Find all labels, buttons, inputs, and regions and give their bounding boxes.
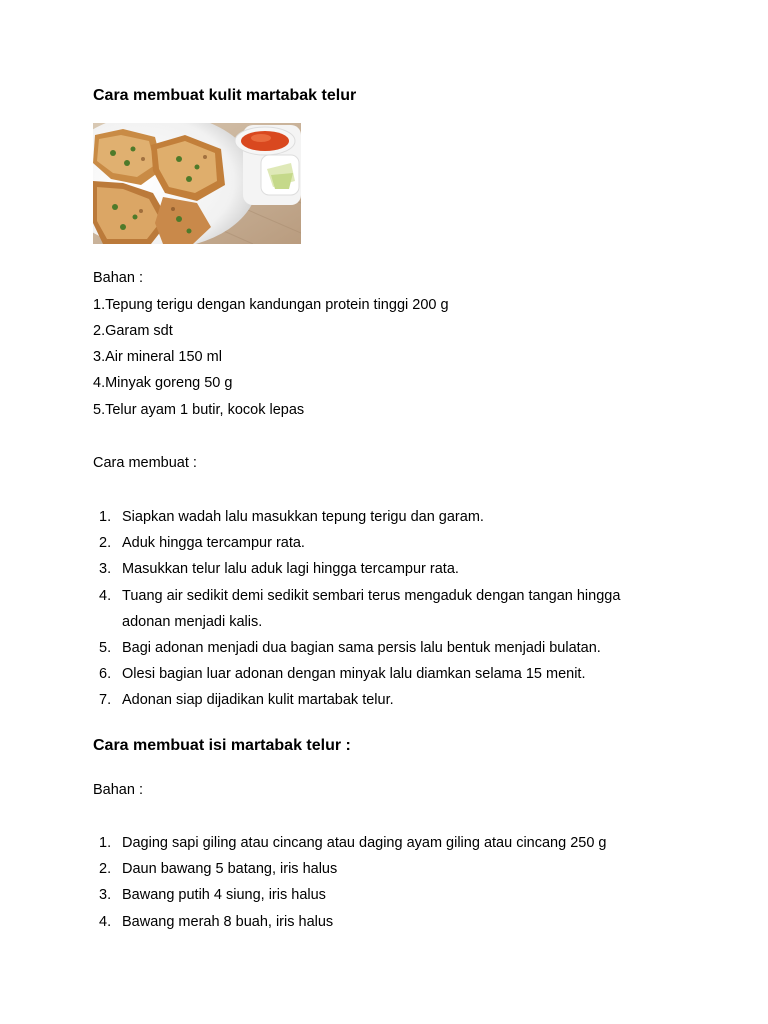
list-item xyxy=(93,687,620,713)
list-number: 3. xyxy=(99,561,112,578)
list-number: 3. xyxy=(99,887,112,904)
ingredients-list-isi xyxy=(93,830,606,935)
martabak-photo xyxy=(93,123,301,244)
ingredient-kulit-2: 2.Garam sdt xyxy=(93,323,173,339)
step-text-continued: adonan menjadi kalis. xyxy=(122,613,263,630)
list-item xyxy=(93,530,620,556)
list-item xyxy=(93,583,620,635)
list-number: 1. xyxy=(99,835,112,851)
ingredient-text: Bawang putih 4 siung, iris halus xyxy=(122,887,326,904)
list-number: 4. xyxy=(99,913,112,930)
list-item xyxy=(93,504,620,530)
list-item xyxy=(93,909,606,935)
list-item xyxy=(93,856,606,882)
list-number: 2. xyxy=(99,861,112,878)
ingredient-text: Daging sapi giling atau cincang atau daging ayam giling atau cincang 250 g xyxy=(122,835,607,851)
list-number: 1. xyxy=(99,509,112,525)
bahan-label-isi: Bahan : xyxy=(93,782,143,798)
list-number: 4. xyxy=(99,587,112,604)
cara-membuat-label: Cara membuat : xyxy=(93,455,197,471)
step-text: Olesi bagian luar adonan dengan minyak lalu diamkan selama 15 menit. xyxy=(122,666,586,683)
step-text: Bagi adonan menjadi dua bagian sama persis lalu bentuk menjadi bulatan. xyxy=(122,640,601,657)
list-item xyxy=(93,556,620,582)
step-text: Masukkan telur lalu aduk lagi hingga tercampur rata. xyxy=(122,561,459,578)
ingredient-kulit-3: 3.Air mineral 150 ml xyxy=(93,349,222,365)
list-number: 6. xyxy=(99,666,112,683)
steps-list-kulit xyxy=(93,504,620,714)
step-text: Siapkan wadah lalu masukkan tepung terigu dan garam. xyxy=(122,509,484,525)
section-title-isi: Cara membuat isi martabak telur : xyxy=(93,737,351,754)
list-number: 2. xyxy=(99,535,112,552)
list-item xyxy=(93,661,620,687)
step-text: Adonan siap dijadikan kulit martabak telur. xyxy=(122,692,394,709)
ingredient-kulit-5: 5.Telur ayam 1 butir, kocok lepas xyxy=(93,402,305,418)
list-item xyxy=(93,830,606,856)
section-title-kulit: Cara membuat kulit martabak telur xyxy=(93,87,357,104)
list-item xyxy=(93,882,606,908)
ingredient-text: Bawang merah 8 buah, iris halus xyxy=(122,913,334,930)
list-number: 5. xyxy=(99,640,112,657)
step-text: Tuang air sedikit demi sedikit sembari terus mengaduk dengan tangan hingga xyxy=(122,587,621,604)
ingredient-kulit-4: 4.Minyak goreng 50 g xyxy=(93,375,233,391)
ingredient-text: Daun bawang 5 batang, iris halus xyxy=(122,861,338,878)
list-item xyxy=(93,635,620,661)
step-text: Aduk hingga tercampur rata. xyxy=(122,535,305,552)
martabak-illustration xyxy=(93,123,301,244)
list-number: 7. xyxy=(99,692,112,709)
ingredient-kulit-1: 1.Tepung terigu dengan kandungan protein tinggi 200 g xyxy=(93,297,449,313)
bahan-label-kulit: Bahan : xyxy=(93,270,143,286)
